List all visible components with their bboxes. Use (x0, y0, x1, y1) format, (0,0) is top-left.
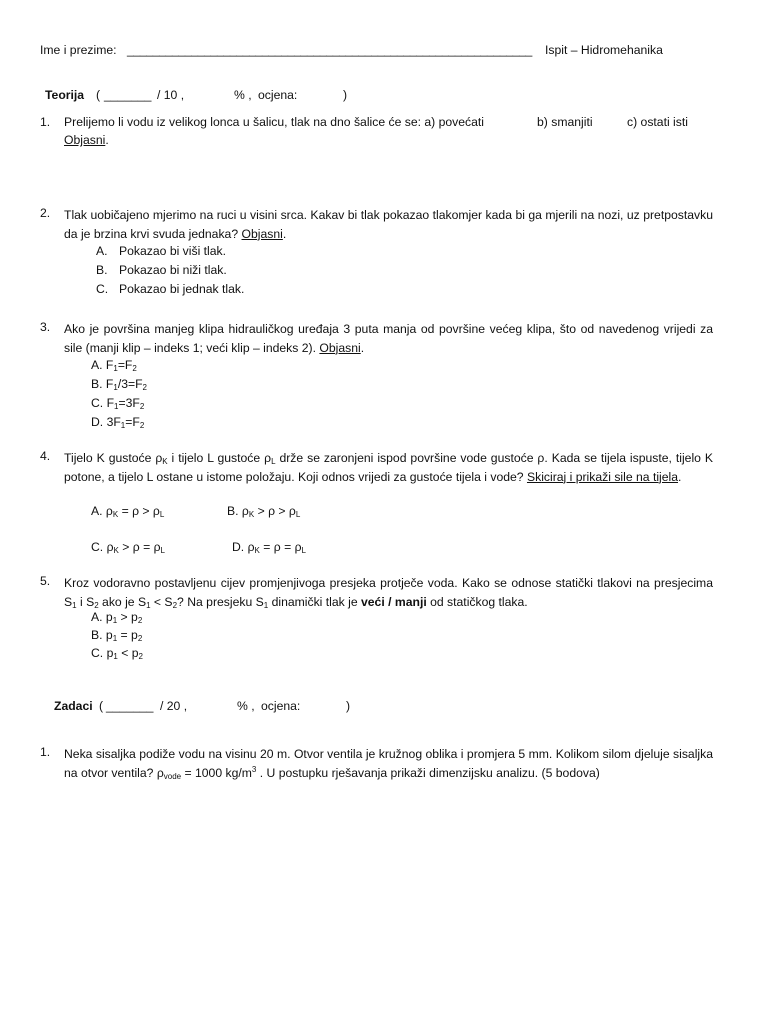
option-a: A. $F_1=F_2$ (91, 358, 137, 373)
question-text: Tlak uobičajeno mjerimo na ruci u visini srca. Kakav bi tlak pokazao tlakomjer kada bi ga mjerili na nozi, uz pretpostavku da je brzina krvi svuda jednaka? Objasni. (64, 208, 713, 241)
exam-title: Ispit – Hidromehanika (545, 43, 663, 57)
tasks-title: Zadaci (54, 699, 93, 713)
question-text: Prelijemo li vodu iz velikog lonca u šalicu, tlak na dno šalice će se: a) povećati (64, 115, 485, 129)
option-b: B. $\rho_K > \rho > \rho_L$ (227, 504, 301, 519)
tasks-close-paren: ) (346, 699, 351, 713)
option-letter: C. (96, 282, 109, 296)
task-text: Neka sisaljka podiže vodu na visinu 20 m. Otvor ventila je kružnog oblika i promjera 5 mm. Kolikom silom djeluje sisaljka na otvor ventila? $\rho_{vode} = 1000$ $kg/m^3$ . U postupku rješavanja prikaži dimenzijsku analizu. (5 bodova) (64, 747, 713, 781)
tasks-score-blank[interactable]: _______ (106, 699, 154, 713)
tasks-max-score: / 20 , (160, 699, 188, 713)
tasks-percent: % , (237, 699, 255, 713)
option-letter: B. (96, 263, 108, 277)
question-number: 4. (40, 449, 51, 463)
option-c: C. $p_1 < p_2$ (91, 646, 143, 661)
option-b: b) smanjiti (537, 115, 593, 129)
task-number: 1. (40, 745, 51, 759)
option-b: B. $p_1 = p_2$ (91, 628, 143, 643)
name-label: Ime i prezime: (40, 43, 117, 57)
question-number: 2. (40, 206, 51, 220)
theory-grade-label: ocjena: (258, 88, 298, 102)
option-c: C. $F_1=3F_2$ (91, 396, 145, 411)
question-text: Kroz vodoravno postavljenu cijev promjenjivoga presjeka protječe voda. Kako se odnose statički tlakovi na presjecima $S_1$ i $S_2$ ako je $S_1 < S_2$? Na presjeku $S_1$ dinamički tlak je veći / manji od statičkog tlaka. (64, 576, 713, 610)
option-text: Pokazao bi jednak tlak. (119, 282, 245, 296)
theory-title: Teorija (45, 88, 85, 102)
theory-percent: % , (234, 88, 252, 102)
option-a: A. $p_1 > p_2$ (91, 610, 143, 625)
option-d: D. $3F_1=F_2$ (91, 415, 145, 430)
question-number: 1. (40, 115, 51, 129)
option-b: B. $F_1/3=F_2$ (91, 377, 147, 392)
theory-close-paren: ) (343, 88, 348, 102)
tasks-open-paren: ( (99, 699, 104, 713)
option-d: D. $\rho_K = \rho = \rho_L$ (232, 540, 306, 555)
tasks-grade-label: ocjena: (261, 699, 301, 713)
option-c: c) ostati isti (627, 115, 688, 129)
option-letter: A. (96, 244, 108, 258)
option-text: Pokazao bi niži tlak. (119, 263, 227, 277)
question-number: 3. (40, 320, 51, 334)
option-text: Pokazao bi viši tlak. (119, 244, 227, 258)
theory-max-score: / 10 , (157, 88, 185, 102)
explain-instruction: Objasni. (64, 133, 109, 147)
theory-score-blank[interactable]: _______ (104, 88, 152, 102)
option-c: C. $\rho_K > \rho = \rho_L$ (91, 540, 165, 555)
question-number: 5. (40, 574, 51, 588)
theory-open-paren: ( (96, 88, 101, 102)
option-a: A. $\rho_K = \rho > \rho_L$ (91, 504, 165, 519)
question-text: Tijelo K gustoće $\rho_K$ i tijelo L gustoće $\rho_L$ drže se zaronjeni ispod površine vode gustoće ρ. Kada se tijela ispuste, tijelo K potone, a tijelo L ostane u istome položaju. Koji odnos vrijedi za gustoće tijela i vode? Skiciraj i prikaži sile na tijela. (64, 451, 714, 484)
question-text: Ako je površina manjeg klipa hidrauličkog uređaja 3 puta manja od površine većeg klipa, što od navedenog vrijedi za sile (manji klip – indeks 1; veći klip – indeks 2). Objasni. (64, 322, 713, 355)
name-blank[interactable]: _______________________________________________________________ (127, 43, 532, 57)
